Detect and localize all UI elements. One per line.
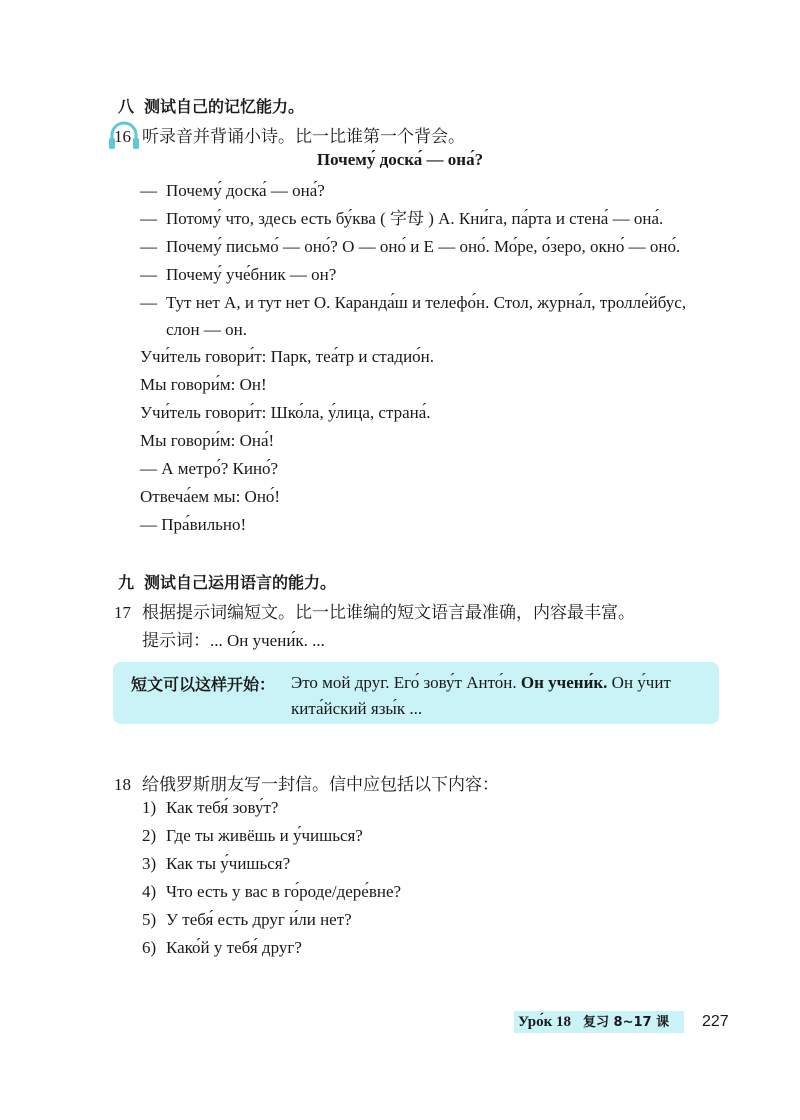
task-16-text: 听录音并背诵小诗。比一比谁第一个背会。 xyxy=(142,127,465,146)
question-text: Где ты живёшь и у́чишься? xyxy=(166,826,363,845)
task-18 xyxy=(114,770,499,795)
lesson-footer-tag xyxy=(514,1011,684,1033)
question-number: 4) xyxy=(142,882,157,901)
question-text: У тебя́ есть друг и́ли нет? xyxy=(166,910,352,929)
poem-dialogue-line xyxy=(140,208,663,230)
poem-continuation-line: слон — он. xyxy=(166,320,247,339)
dialogue-text: Тут нет А, и тут нет О. Каранда́ш и телефо́н. Стол, журна́л, тролле́йбус, xyxy=(166,293,687,312)
section-8-heading xyxy=(118,94,304,117)
question-text: Что есть у вас в го́роде/дере́вне? xyxy=(166,882,402,901)
poem-dialogue-line xyxy=(140,236,680,258)
starter-text-part: Это мой друг. Его́ зову́т Анто́н. xyxy=(291,673,521,692)
poem-line: Учи́тель говори́т: Парк, теа́тр и стадио́н. xyxy=(140,347,435,366)
question-item xyxy=(142,798,278,818)
starter-text-part: Он у́чит кита́йский язы́к ... xyxy=(291,673,671,718)
dialogue-text: Почему́ уче́бник — он? xyxy=(166,265,337,284)
task-17-number: 17 xyxy=(114,603,131,622)
lesson-label: Уро́к 18 xyxy=(518,1014,572,1030)
section-9-number: 九 xyxy=(118,573,135,592)
poem-line: — Пра́вильно! xyxy=(140,515,247,534)
question-number: 3) xyxy=(142,854,157,873)
question-text: Како́й у тебя́ друг? xyxy=(166,938,302,957)
question-number: 1) xyxy=(142,798,157,817)
dash-mark: — xyxy=(140,237,157,256)
section-8-title: 测试自己的记忆能力。 xyxy=(144,97,305,116)
starter-box xyxy=(113,662,719,724)
poem-line: Мы говори́м: Она́! xyxy=(140,431,275,450)
poem-line: — А метро́? Кино́? xyxy=(140,459,279,478)
section-9-title: 测试自己运用语言的能力。 xyxy=(144,573,337,592)
task-17-text: 根据提示词编短文。比一比谁编的短文语言最准确，内容最丰富。 xyxy=(142,603,635,622)
dialogue-text: Почему́ письмо́ — оно́? О — оно́ и Е — оно́. Мо́ре, о́зеро, окно́ — оно́. xyxy=(166,237,681,256)
question-item xyxy=(142,938,302,958)
question-number: 2) xyxy=(142,826,157,845)
page-number: 227 xyxy=(702,1013,729,1030)
review-label: 复习 8~17 课 xyxy=(583,1015,670,1030)
dialogue-text: Почему́ доска́ — она́? xyxy=(166,181,325,200)
poem-line: Мы говори́м: Он! xyxy=(140,375,267,394)
poem-dialogue-line xyxy=(140,264,336,286)
question-number: 6) xyxy=(142,938,157,957)
poem-line: Отвеча́ем мы: Оно́! xyxy=(140,487,281,506)
section-8-number: 八 xyxy=(118,97,135,116)
task-18-text: 给俄罗斯朋友写一封信。信中应包括以下内容： xyxy=(142,775,499,794)
question-item xyxy=(142,882,401,902)
task-16-number: 16 xyxy=(114,127,131,146)
question-item xyxy=(142,826,363,846)
starter-text-bold: Он учени́к. xyxy=(520,673,608,692)
question-text: Как ты у́чишься? xyxy=(166,854,291,873)
dash-mark: — xyxy=(140,181,157,200)
starter-box-text xyxy=(291,670,711,722)
section-9-heading xyxy=(118,570,336,593)
task-18-number: 18 xyxy=(114,775,131,794)
task-16 xyxy=(114,122,465,147)
dialogue-text: Потому́ что, здесь есть бу́ква ( 字母 ) А. Кни́га, па́рта и стена́ — она́. xyxy=(166,209,664,228)
question-number: 5) xyxy=(142,910,157,929)
poem-dialogue-line xyxy=(140,292,686,314)
question-item xyxy=(142,910,352,930)
poem-title: Почему́ доска́ — она́? xyxy=(316,150,484,169)
poem-dialogue-line xyxy=(140,180,325,202)
starter-box-label: 短文可以这样开始： xyxy=(131,675,276,694)
dash-mark: — xyxy=(140,209,157,228)
question-text: Как тебя́ зову́т? xyxy=(166,798,279,817)
dash-mark: — xyxy=(140,265,157,284)
dash-mark: — xyxy=(140,293,157,312)
poem-line: Учи́тель говори́т: Шко́ла, у́лица, страна́. xyxy=(140,403,431,422)
task-17 xyxy=(114,598,635,623)
task-17-hint: 提示词：... Он учени́к. ... xyxy=(142,631,325,650)
question-item xyxy=(142,854,290,874)
